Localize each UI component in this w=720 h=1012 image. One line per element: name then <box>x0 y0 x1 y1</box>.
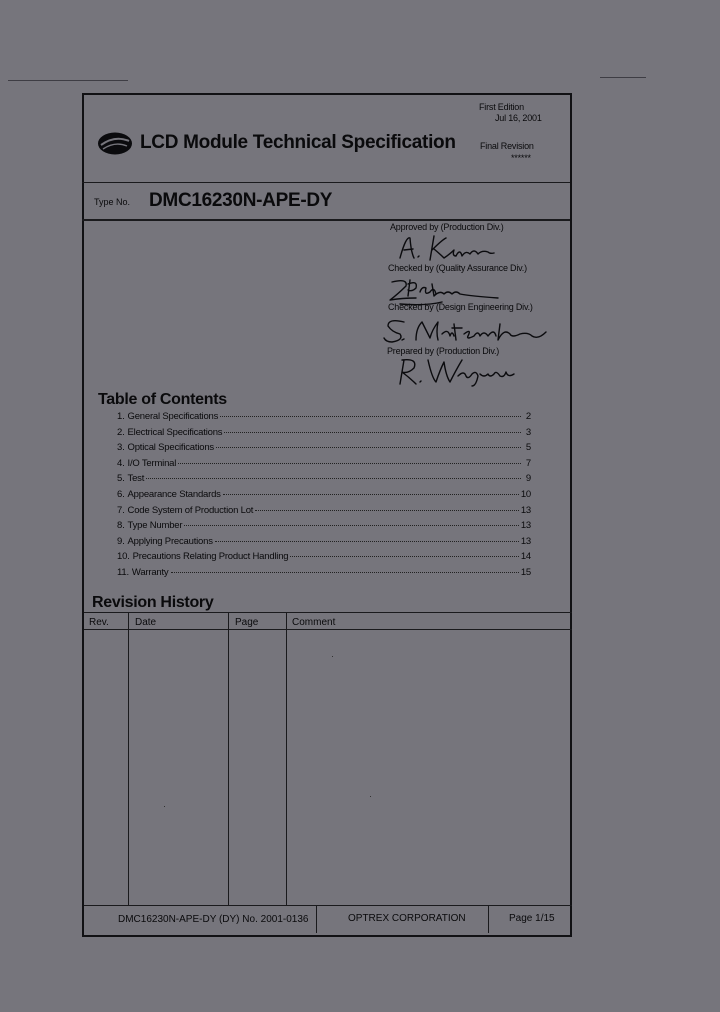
toc-list <box>117 411 531 583</box>
checked-by-design-label: Checked by (Design Engineering Div.) <box>388 302 533 312</box>
toc-item <box>117 551 531 567</box>
toc-item-number: 1. <box>117 411 125 422</box>
toc-item <box>117 411 531 427</box>
toc-item <box>117 567 531 583</box>
toc-item-page: 2 <box>525 411 531 422</box>
revision-col-sep <box>286 612 287 905</box>
toc-item-leader <box>290 555 518 557</box>
toc-item-page: 3 <box>525 426 531 438</box>
toc-item-label: I/O Terminal <box>127 457 177 469</box>
toc-item <box>117 489 531 505</box>
type-divider <box>82 219 570 221</box>
toc-item-number: 3. <box>117 442 125 454</box>
revision-col-date: Date <box>135 617 157 628</box>
toc-item-page: 9 <box>525 473 531 485</box>
revision-label: Final Revision <box>480 141 534 151</box>
toc-item-page: 7 <box>525 457 531 469</box>
signature-approved <box>398 232 498 264</box>
toc-item-number: 4. <box>117 457 125 469</box>
header-divider <box>82 182 570 183</box>
revision-col-sep <box>128 612 129 905</box>
scan-speck <box>332 656 333 657</box>
edition-date: Jul 16, 2001 <box>495 113 542 123</box>
prepared-by-label: Prepared by (Production Div.) <box>387 346 500 356</box>
toc-item-number: 11. <box>117 566 129 578</box>
edition-label: First Edition <box>479 102 524 112</box>
toc-item-label: Optical Specifications <box>127 442 214 454</box>
toc-item-page: 13 <box>520 535 531 547</box>
toc-item-label: Warranty <box>131 566 169 578</box>
toc-item-number: 5. <box>117 473 125 485</box>
toc-item-number: 9. <box>117 535 125 547</box>
optrex-logo-icon <box>97 131 133 156</box>
scan-speck <box>370 796 371 797</box>
revision-value: ****** <box>511 153 531 163</box>
toc-item <box>117 458 531 474</box>
revision-col-page: Page <box>235 617 259 628</box>
toc-item-label: Test <box>127 473 145 485</box>
toc-item-page: 13 <box>520 520 531 532</box>
signature-prepared <box>396 356 520 388</box>
footer-doc-no: DMC16230N-APE-DY (DY) No. 2001-0136 <box>118 914 309 925</box>
toc-item-label: Precautions Relating Product Handling <box>132 551 289 563</box>
toc-item-label: Type Number <box>127 520 183 532</box>
footer-page: Page 1/15 <box>509 913 555 924</box>
type-no-value: DMC16230N-APE-DY <box>149 190 333 211</box>
toc-item <box>117 442 531 458</box>
footer-company: OPTREX CORPORATION <box>348 913 466 924</box>
toc-item <box>117 505 531 521</box>
revision-col-rev: Rev. <box>89 617 109 628</box>
toc-item-leader <box>184 524 518 526</box>
checked-by-qa-label: Checked by (Quality Assurance Div.) <box>388 263 527 273</box>
approved-by-label: Approved by (Production Div.) <box>390 222 504 232</box>
toc-item <box>117 473 531 489</box>
toc-item-leader <box>220 415 521 417</box>
toc-item-label: Applying Precautions <box>127 535 213 547</box>
toc-item-number: 2. <box>117 426 125 438</box>
toc-item-number: 6. <box>117 488 125 500</box>
toc-item-label: Code System of Production Lot <box>127 504 254 516</box>
toc-item-label: Electrical Specifications <box>127 426 223 438</box>
type-no-label: Type No. <box>94 197 131 207</box>
toc-item-leader <box>171 571 519 573</box>
revision-table-bottom <box>84 905 572 906</box>
toc-item-leader <box>146 477 521 479</box>
footer-col-sep <box>316 905 317 933</box>
toc-item-leader <box>223 493 519 495</box>
toc-heading: Table of Contents <box>98 391 227 408</box>
toc-item-leader <box>216 446 521 448</box>
toc-item-number: 10. <box>117 551 130 563</box>
scan-artifact-line <box>600 77 646 78</box>
toc-item-page: 10 <box>520 488 531 500</box>
toc-item-leader <box>178 462 521 464</box>
scan-artifact-line <box>8 80 128 81</box>
toc-item-leader <box>255 509 519 511</box>
toc-item-page: 15 <box>520 566 531 578</box>
toc-item-number: 7. <box>117 504 125 516</box>
toc-item-label: Appearance Standards <box>127 488 221 500</box>
toc-item-page: 14 <box>520 551 531 563</box>
revision-col-comment: Comment <box>292 617 336 628</box>
toc-item-label: General Specifications <box>127 411 219 422</box>
revision-col-sep <box>228 612 229 905</box>
revision-history-heading: Revision History <box>92 594 214 611</box>
document-title: LCD Module Technical Specification <box>140 132 456 153</box>
scan-speck <box>164 806 165 807</box>
signature-checked-design <box>382 316 552 346</box>
revision-table-top <box>84 612 572 613</box>
toc-item-page: 13 <box>520 504 531 516</box>
toc-item-page: 5 <box>525 442 531 454</box>
toc-item-number: 8. <box>117 520 125 532</box>
toc-item-leader <box>224 431 521 433</box>
toc-item-leader <box>215 540 519 542</box>
toc-item <box>117 536 531 552</box>
toc-item <box>117 427 531 443</box>
toc-item <box>117 520 531 536</box>
footer-col-sep <box>488 905 489 933</box>
revision-table-header-bottom <box>84 629 572 630</box>
